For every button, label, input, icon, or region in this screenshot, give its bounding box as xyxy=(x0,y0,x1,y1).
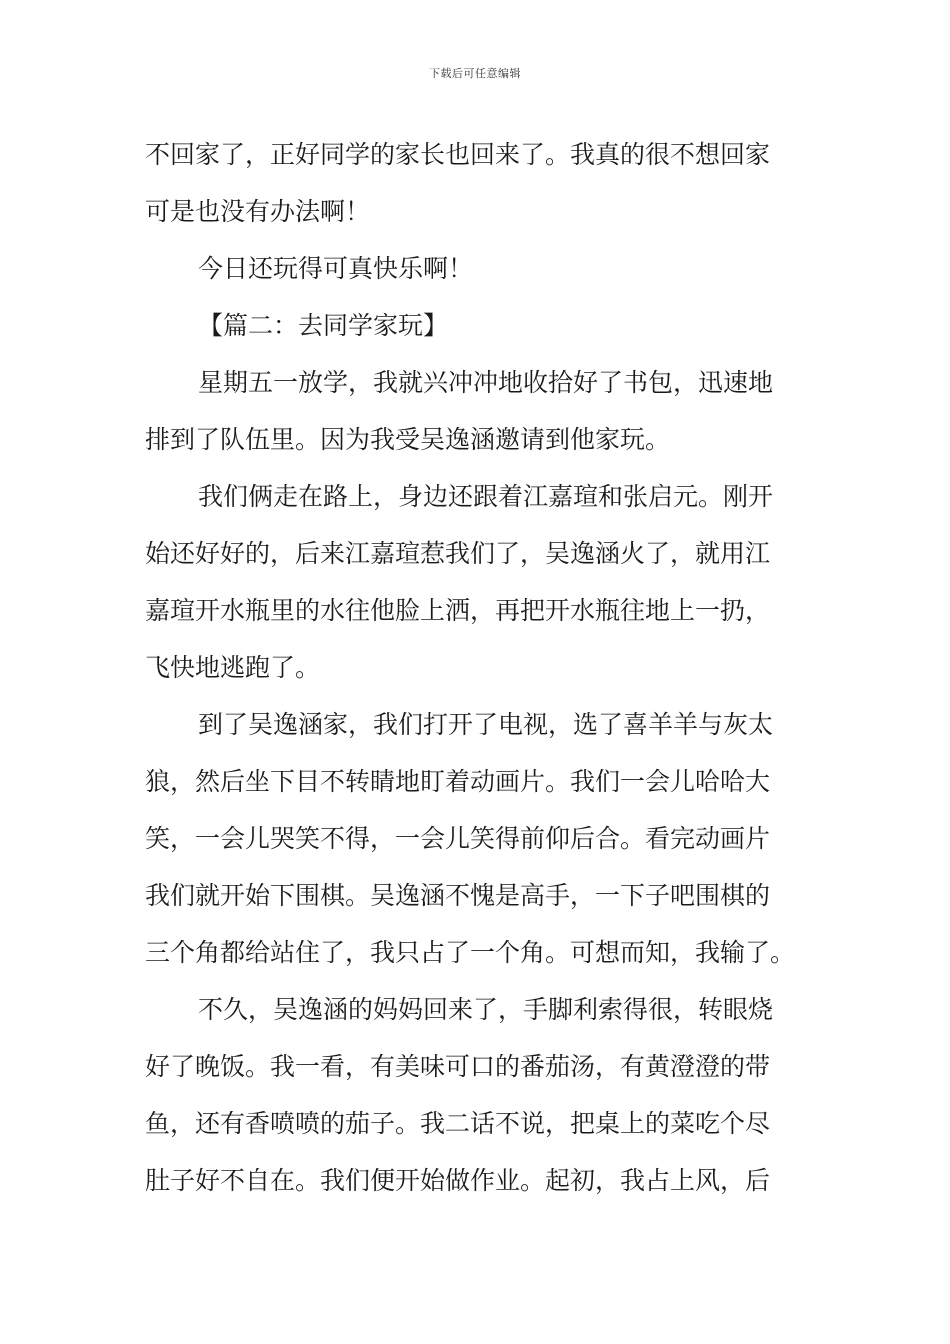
text-line: 笑，一会儿哭笑不得，一会儿笑得前仰后合。看完动画片 xyxy=(145,824,771,853)
text-line: 到了吴逸涵家，我们打开了电视，选了喜羊羊与灰太 xyxy=(198,710,774,739)
text-line: 可是也没有办法啊！ xyxy=(145,197,371,226)
text-line: 我们就开始下围棋。吴逸涵不愧是高手，一下子吧围棋的 xyxy=(145,881,771,910)
text-line: 狼，然后坐下目不转睛地盯着动画片。我们一会儿哈哈大 xyxy=(145,767,771,796)
text-line: 三个角都给站住了，我只占了一个角。可想而知，我输了。 xyxy=(145,938,796,967)
text-line: 始还好好的，后来江嘉瑄惹我们了，吴逸涵火了，就用江 xyxy=(145,539,771,568)
text-line: 肚子好不自在。我们便开始做作业。起初，我占上风，后 xyxy=(145,1166,771,1195)
text-line: 我们俩走在路上，身边还跟着江嘉瑄和张启元。刚开 xyxy=(198,482,774,511)
text-line: 飞快地逃跑了。 xyxy=(145,653,321,682)
text-line: 不回家了，正好同学的家长也回来了。我真的很不想回家 xyxy=(145,140,771,169)
text-line: 鱼，还有香喷喷的茄子。我二话不说，把桌上的菜吃个尽 xyxy=(145,1109,771,1138)
text-line: 排到了队伍里。因为我受吴逸涵邀请到他家玩。 xyxy=(145,425,671,454)
section-heading: 【篇二：去同学家玩】 xyxy=(198,311,449,340)
text-line: 今日还玩得可真快乐啊！ xyxy=(198,254,474,283)
text-line: 不久，吴逸涵的妈妈回来了，手脚利索得很，转眼烧 xyxy=(198,995,774,1024)
text-line: 星期五一放学，我就兴冲冲地收拾好了书包，迅速地 xyxy=(198,368,774,397)
text-line: 嘉瑄开水瓶里的水往他脸上洒，再把开水瓶往地上一扔， xyxy=(145,596,771,625)
text-line: 好了晚饭。我一看，有美味可口的番茄汤，有黄澄澄的带 xyxy=(145,1052,771,1081)
body-text xyxy=(145,126,807,1209)
page-header: 下载后可任意编辑 xyxy=(429,67,521,80)
